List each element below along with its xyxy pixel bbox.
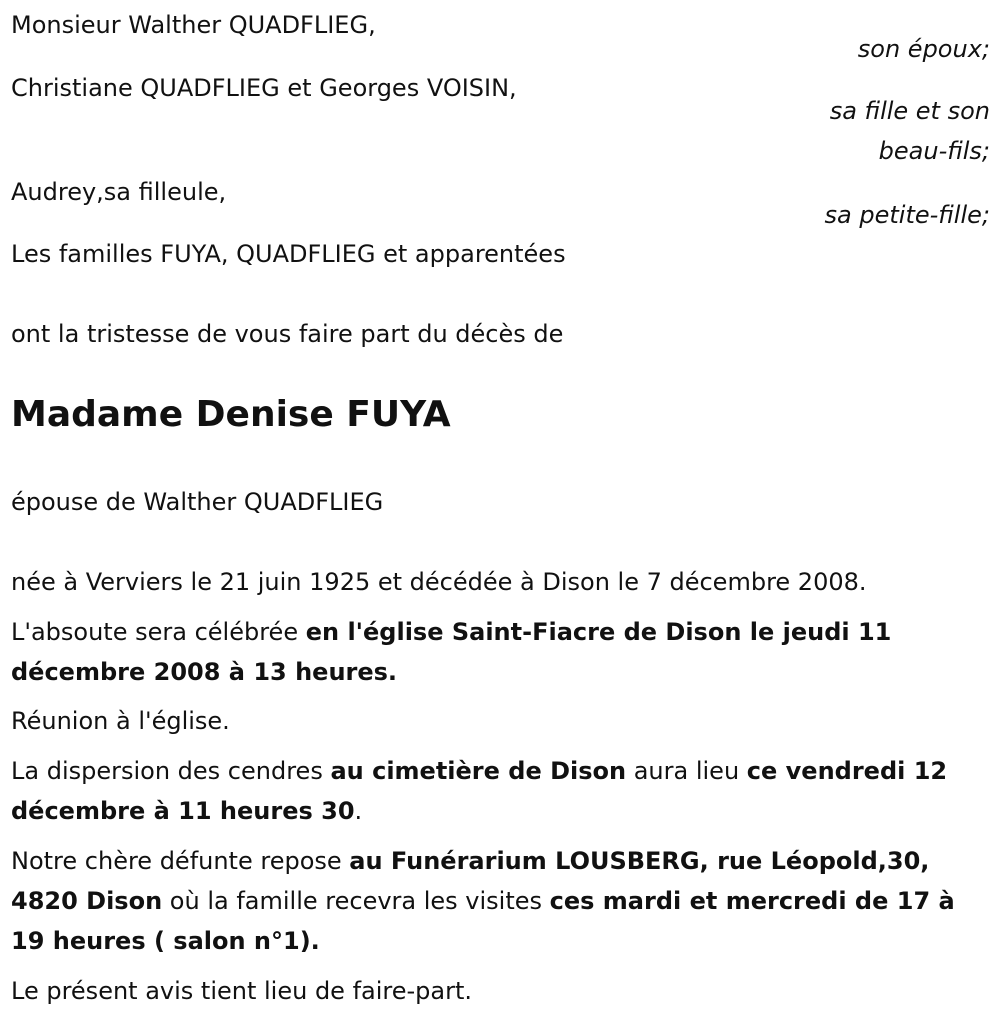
reunion-line: Réunion à l'église. xyxy=(11,707,230,735)
repose-location: au Funérarium LOUSBERG, rue Léopold,30, 4820 Dison xyxy=(11,847,930,915)
family-role-husband: son époux; xyxy=(857,35,990,63)
family-line-goddaughter: Audrey,sa filleule, xyxy=(11,178,227,206)
repose-visiting-hours: ces mardi et mercredi de 17 à 19 heures ( salon n°1). xyxy=(11,887,955,955)
family-line-husband: Monsieur Walther QUADFLIEG, xyxy=(11,11,376,39)
family-role-granddaughter: sa petite-fille; xyxy=(824,201,990,229)
closing-line: Le présent avis tient lieu de faire-part. xyxy=(11,977,473,1005)
family-line-daughter: Christiane QUADFLIEG et Georges VOISIN, xyxy=(11,74,517,102)
absoute-prefix: L'absoute sera célébrée xyxy=(11,618,306,646)
birth-death-line: née à Verviers le 21 juin 1925 et décédée à Dison le 7 décembre 2008. xyxy=(11,568,867,596)
dispersion-text-2: aura lieu xyxy=(626,757,747,785)
repose-paragraph xyxy=(11,841,986,961)
repose-text-2: où la famille recevra les visites xyxy=(162,887,550,915)
repose-text-1: Notre chère défunte repose xyxy=(11,847,350,875)
family-line-relatives: Les familles FUYA, QUADFLIEG et apparentées xyxy=(11,240,566,268)
announcement-text: ont la tristesse de vous faire part du décès de xyxy=(11,320,564,348)
absoute-details: en l'église Saint-Fiacre de Dison le jeudi 11 décembre 2008 à 13 heures. xyxy=(11,618,892,686)
dispersion-text-1: La dispersion des cendres xyxy=(11,757,331,785)
absoute-paragraph xyxy=(11,612,941,692)
dispersion-date: ce vendredi 12 décembre à 11 heures 30 xyxy=(11,757,948,825)
dispersion-paragraph xyxy=(11,751,986,831)
dispersion-text-3: . xyxy=(354,797,363,825)
family-role-daughter: sa fille et son xyxy=(829,97,990,125)
spouse-line: épouse de Walther QUADFLIEG xyxy=(11,488,384,516)
deceased-name: Madame Denise FUYA xyxy=(11,394,451,435)
dispersion-place: au cimetière de Dison xyxy=(330,757,627,785)
family-role-son-in-law: beau-fils; xyxy=(878,137,990,165)
